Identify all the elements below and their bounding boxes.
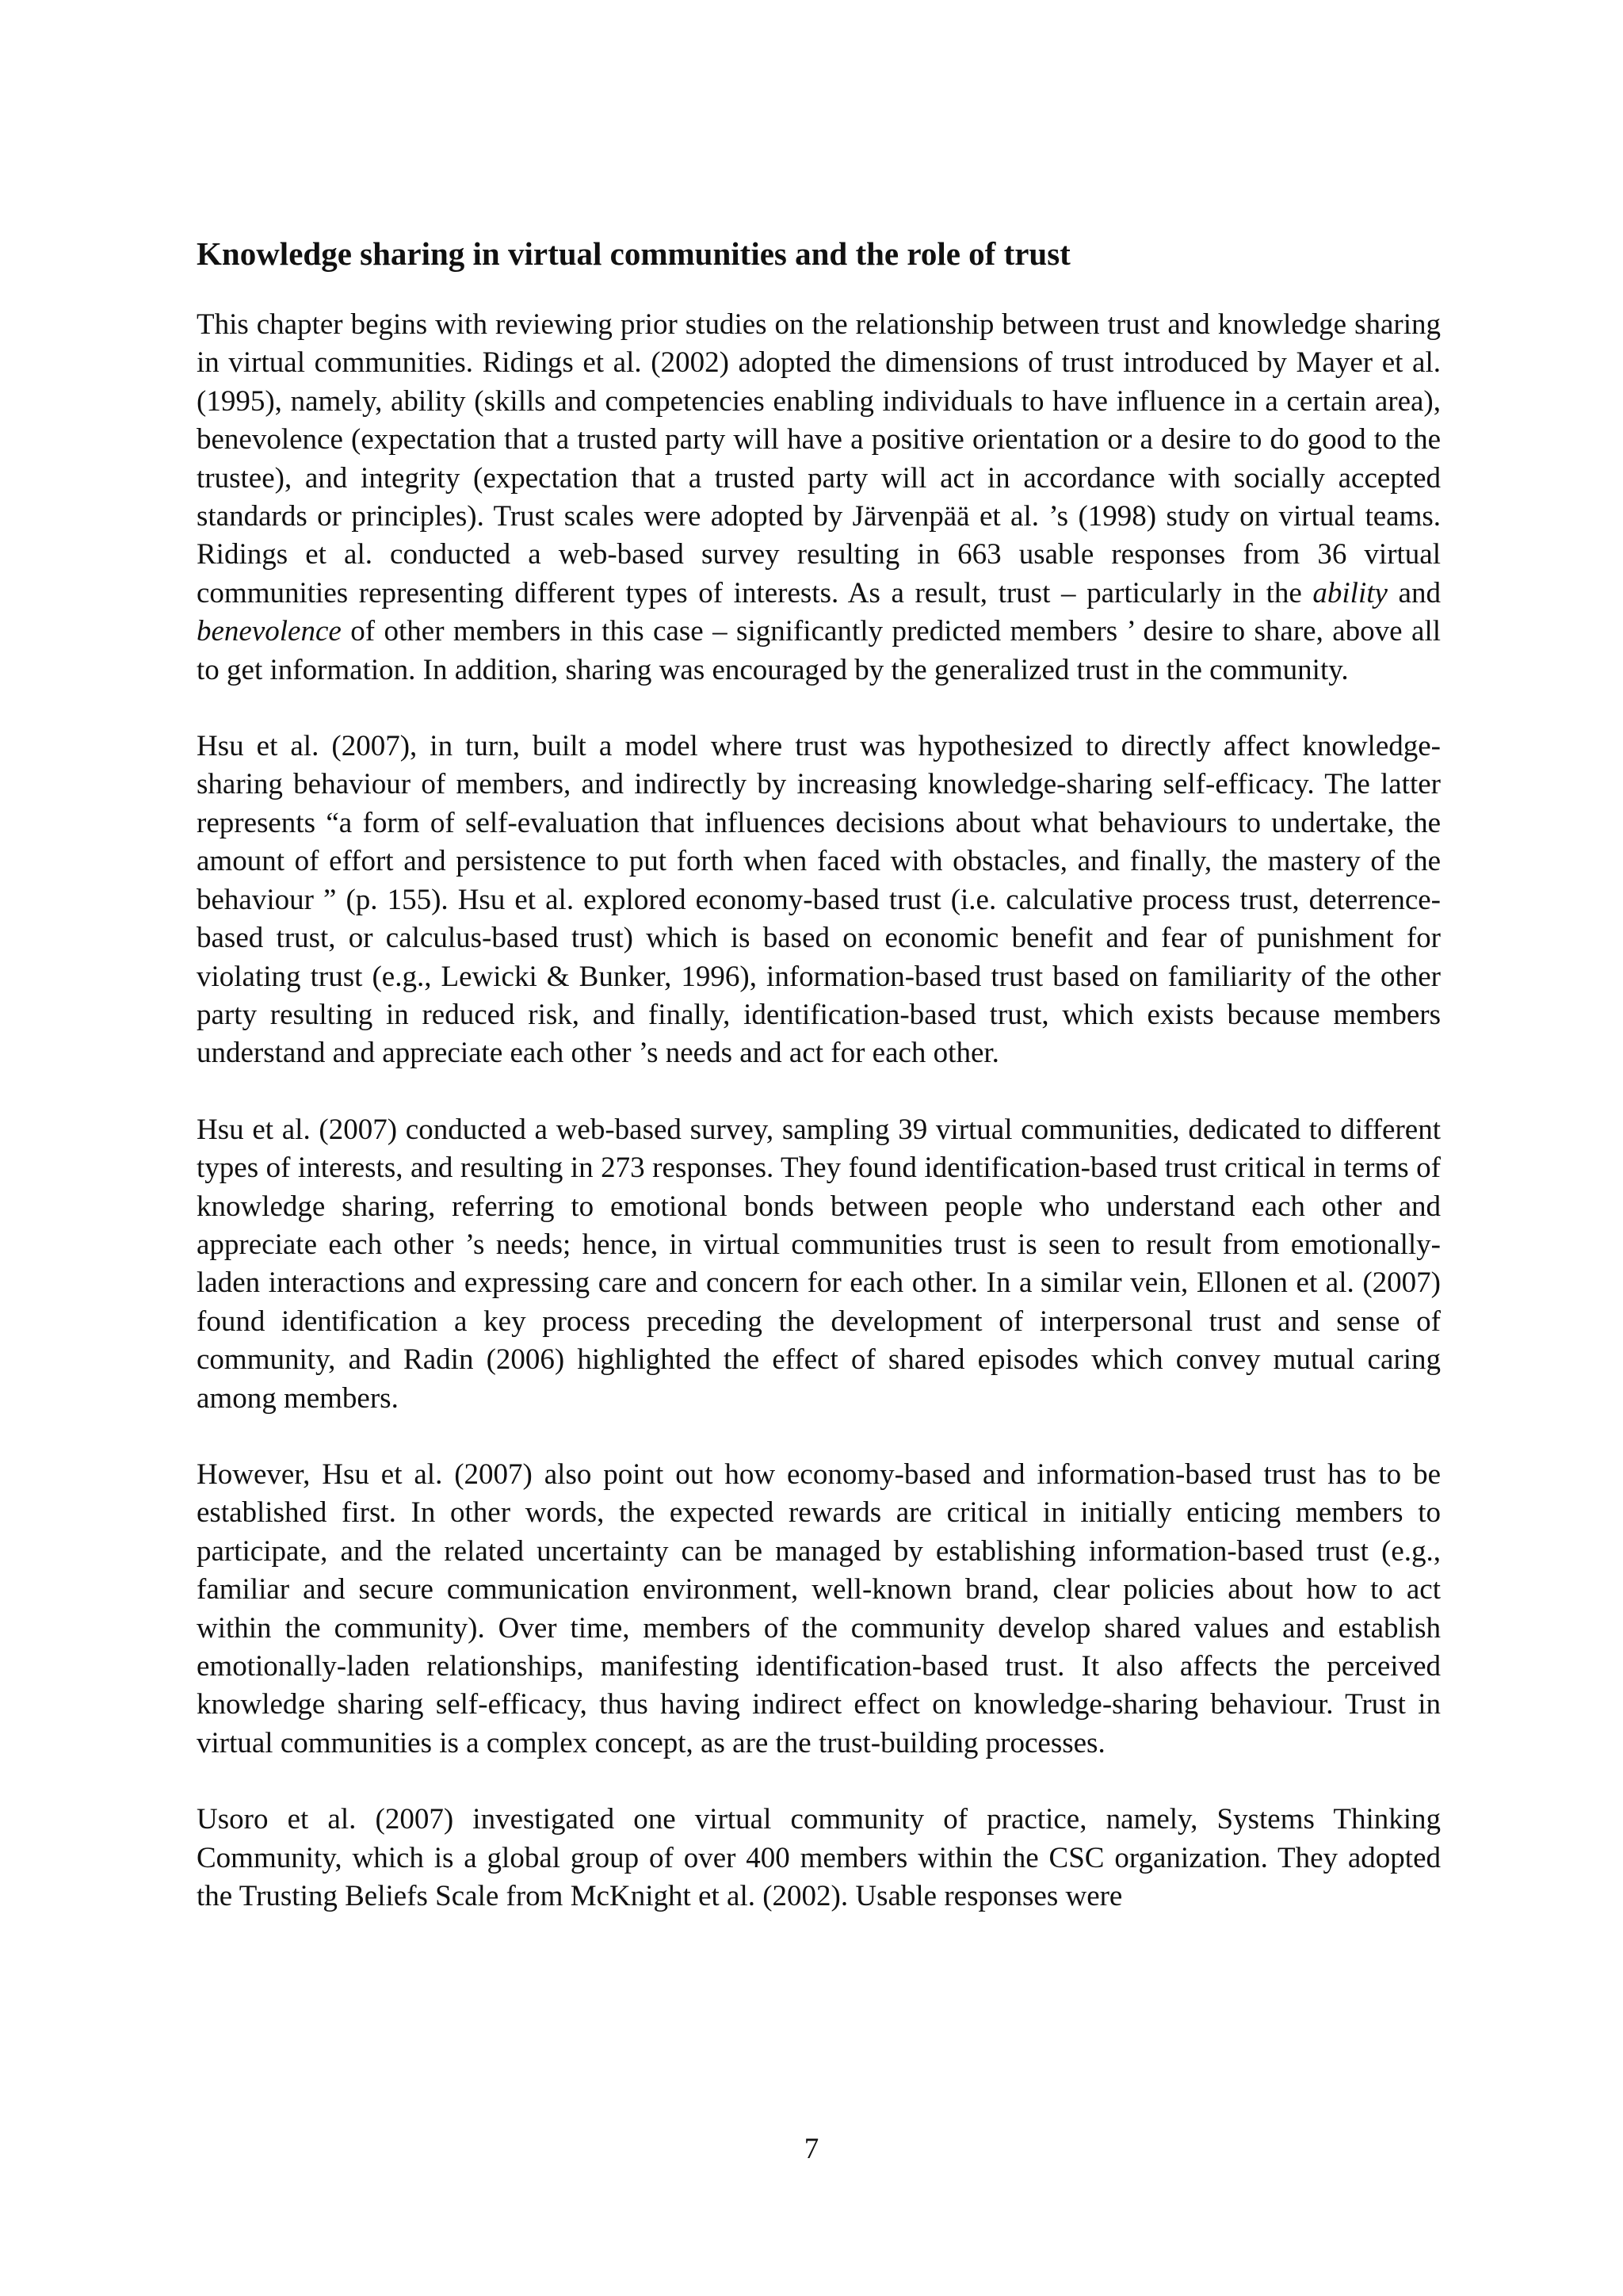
paragraph-text: of other members in this case – significantly predicted members ’ desire to share, above all to get information. In addition, sharing was encouraged by the generalized trust in the community.: [197, 615, 1441, 686]
paragraph-text: and: [1387, 576, 1441, 609]
paragraph-usoro: Usoro et al. (2007) investigated one virtual community of practice, namely, Systems Thinking Community, which is a global group of over 400 members within the CSC organization. They adopted the Trusting Beliefs Scale from McKnight et al. (2002). Usable responses were: [197, 1803, 1441, 1913]
page-number: 7: [804, 2133, 819, 2165]
document-body: [197, 230, 1441, 1954]
paragraph-text: This chapter begins with reviewing prior studies on the relationship between trust and knowledge sharing in virtual communities. Ridings et al. (2002) adopted the dimensions of trust introduced by Mayer et al. (1995), namely, ability (skills and competencies enabling individuals to have influence in a certain area), benevolence (expectation that a trusted party will have a positive orientation or a desire to do good to the trustee), and integrity (expectation that a trusted party will act in accordance with socially accepted standards or principles). Trust scales were adopted by Järvenpää et al. ’s (1998) study on virtual teams. Ridings et al. conducted a web-based survey resulting in 663 usable responses from 36 virtual communities representing different types of interests. As a result, trust – particularly in the: [197, 308, 1441, 609]
section-heading: Knowledge sharing in virtual communities and the role of trust: [197, 235, 1071, 272]
paragraph-ridings: [197, 306, 1441, 690]
emphasis-ability: ability: [1312, 576, 1388, 609]
paragraph-economy-trust: However, Hsu et al. (2007) also point out how economy-based and information-based trust has to be established first. In other words, the expected rewards are critical in initially enticing members to participate, and the related uncertainty can be managed by establishing information-based trust (e.g., familiar and secure communication environment, well-known brand, clear policies about how to act within the community). Over time, members of the community develop shared values and establish emotionally-laden relationships, manifesting identification-based trust. It also affects the perceived knowledge sharing self-efficacy, thus having indirect effect on knowledge-sharing behaviour. Trust in virtual communities is a complex concept, as are the trust-building processes.: [197, 1457, 1441, 1759]
paragraph-hsu-model: Hsu et al. (2007), in turn, built a model where trust was hypothesized to directly affect knowledge-sharing behaviour of members, and indirectly by increasing knowledge-sharing self-efficacy. The latter represents “a form of self-evaluation that influences decisions about what behaviours to undertake, the amount of effort and persistence to put forth when faced with obstacles, and finally, the mastery of the behaviour ” (p. 155). Hsu et al. explored economy-based trust (i.e. calculative process trust, deterrence-based trust, or calculus-based trust) which is based on economic benefit and fear of punishment for violating trust (e.g., Lewicki & Bunker, 1996), information-based trust based on familiarity of the other party resulting in reduced risk, and finally, identification-based trust, which exists because members understand and appreciate each other ’s needs and act for each other.: [197, 730, 1441, 1070]
paragraph-hsu-survey: Hsu et al. (2007) conducted a web-based survey, sampling 39 virtual communities, dedicated to different types of interests, and resulting in 273 responses. They found identification-based trust critical in terms of knowledge sharing, referring to emotional bonds between people who understand each other and appreciate each other ’s needs; hence, in virtual communities trust is seen to result from emotionally-laden interactions and expressing care and concern for each other. In a similar vein, Ellonen et al. (2007) found identification a key process preceding the development of interpersonal trust and sense of community, and Radin (2006) highlighted the effect of shared episodes which convey mutual caring among members.: [197, 1113, 1441, 1415]
emphasis-benevolence: benevolence: [197, 615, 342, 648]
